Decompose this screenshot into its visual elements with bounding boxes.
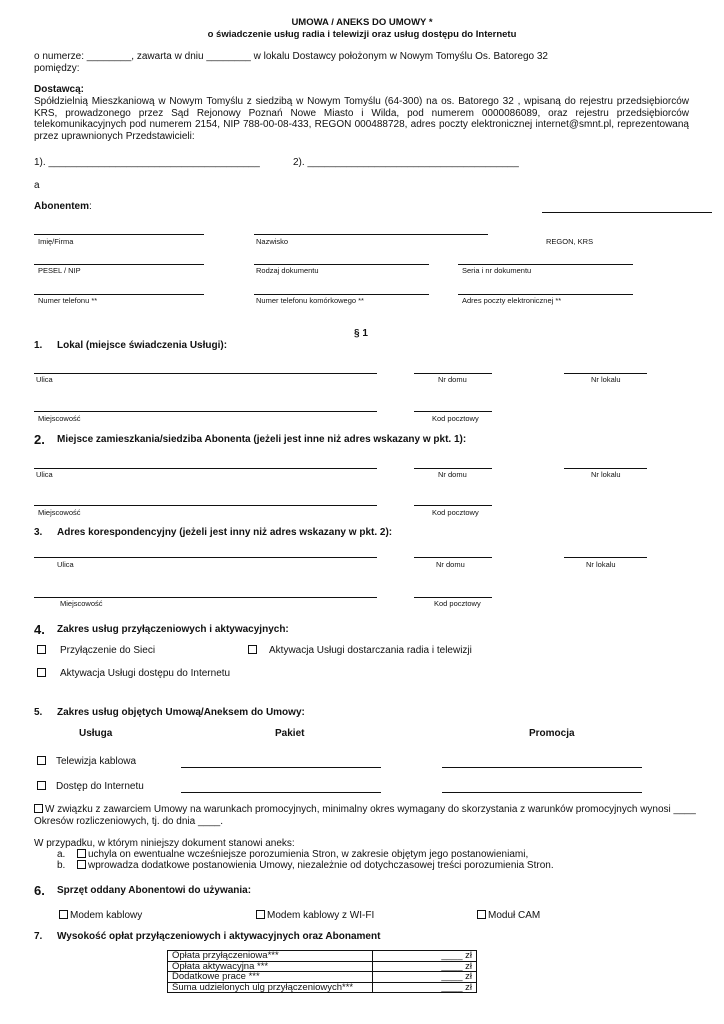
fee-amount[interactable]: ____ zł: [373, 961, 477, 972]
option-network-connection[interactable]: [37, 645, 155, 656]
address3-flat-line[interactable]: [564, 557, 647, 558]
address2-postal-label: Kod pocztowy: [432, 508, 479, 517]
address1-street-label: Ulica: [36, 375, 53, 384]
tv-promotion-line[interactable]: [442, 767, 642, 768]
item-2-number: 2.: [34, 432, 45, 447]
table-row: [168, 982, 477, 993]
supplier-heading: Dostawcą:: [34, 84, 85, 95]
checkbox-icon[interactable]: [34, 804, 43, 813]
pesel-field-line[interactable]: [34, 264, 204, 265]
item-5-number: 5.: [34, 707, 43, 718]
email-label: Adres poczty elektronicznej **: [462, 296, 562, 305]
checkbox-icon[interactable]: [77, 860, 86, 869]
promo-conditions-text: W związku z zawarciem Umowy na warunkach promocyjnych, minimalny okres wymagany do skorzystania z warunków promocyjnych wynosi ____: [45, 804, 696, 815]
subscriber-extra-line[interactable]: [542, 212, 712, 213]
item-4-number: 4.: [34, 622, 45, 637]
doc-type-label: Rodzaj dokumentu: [256, 266, 319, 275]
pesel-label: PESEL / NIP: [38, 266, 81, 275]
checkbox-icon[interactable]: [248, 645, 257, 654]
option-internet-activation[interactable]: [37, 668, 230, 679]
checkbox-icon[interactable]: [37, 756, 46, 765]
doc-number-field-line[interactable]: [458, 264, 633, 265]
item-6-number: 6.: [34, 883, 45, 898]
address3-house-line[interactable]: [414, 557, 492, 558]
equipment-cam-module-label: Moduł CAM: [488, 910, 541, 921]
service-internet-label: Dostęp do Internetu: [56, 781, 144, 792]
fee-amount[interactable]: ____ zł: [373, 951, 477, 962]
fee-label: Opłata aktywacyjna ***: [168, 961, 373, 972]
item-7-number: 7.: [34, 931, 43, 942]
doc-type-field-line[interactable]: [254, 264, 429, 265]
doc-number-label: Seria i nr dokumentu: [462, 266, 532, 275]
between-label: pomiędzy:: [34, 63, 80, 74]
item-2-title: Miejsce zamieszkania/siedziba Abonenta (jeżeli jest inne niż adres wskazany w pkt. 1):: [57, 434, 467, 445]
annex-b-text: wprowadza dodatkowe postanowienia Umowy, niezależnie od dotychczasowej treści porozumienia Stron.: [88, 860, 554, 871]
fee-label: Dodatkowe prace ***: [168, 972, 373, 983]
phone-field-line[interactable]: [34, 294, 204, 295]
address1-city-label: Miejscowość: [38, 414, 81, 423]
address2-flat-line[interactable]: [564, 468, 647, 469]
subscriber-heading: [34, 201, 92, 212]
item-6-title: Sprzęt oddany Abonentowi do używania:: [57, 885, 252, 896]
address3-street-line[interactable]: [34, 557, 377, 558]
document-title: UMOWA / ANEKS DO UMOWY *: [291, 17, 433, 28]
address1-house-line[interactable]: [414, 373, 492, 374]
equipment-cam-module[interactable]: [477, 910, 540, 921]
address3-house-label: Nr domu: [436, 560, 465, 569]
column-package: Pakiet: [275, 728, 305, 739]
internet-promotion-line[interactable]: [442, 792, 642, 793]
annex-b-mark: b.: [57, 860, 66, 871]
address3-postal-line[interactable]: [414, 597, 492, 598]
service-tv-label: Telewizja kablowa: [56, 756, 137, 767]
phone-label: Numer telefonu **: [38, 296, 98, 305]
tv-package-line[interactable]: [181, 767, 381, 768]
paragraph-mark: § 1: [354, 328, 368, 339]
equipment-wifi-modem[interactable]: [256, 910, 374, 921]
item-4-title: Zakres usług przyłączeniowych i aktywacyjnych:: [57, 624, 289, 635]
column-service: Usługa: [79, 728, 113, 739]
table-row: [168, 961, 477, 972]
option-internet-activation-label: Aktywacja Usługi dostępu do Internetu: [60, 668, 231, 679]
annex-a[interactable]: [77, 849, 528, 860]
checkbox-icon[interactable]: [256, 910, 265, 919]
address2-street-label: Ulica: [36, 470, 53, 479]
annex-a-mark: a.: [57, 849, 66, 860]
annex-intro: W przypadku, w którym niniejszy dokument stanowi aneks:: [34, 838, 295, 849]
column-promotion: Promocja: [529, 728, 575, 739]
surname-field-line[interactable]: [254, 234, 488, 235]
item-3-number: 3.: [34, 527, 43, 538]
address3-city-line[interactable]: [34, 597, 377, 598]
surname-label: Nazwisko: [256, 237, 289, 246]
address2-flat-label: Nr lokalu: [591, 470, 621, 479]
contract-number-line: o numerze: ________, zawarta w dniu ________ w lokalu Dostawcy położonym w Nowym Tomyślu Os. Batorego 32: [34, 51, 548, 62]
service-internet[interactable]: [37, 781, 144, 792]
item-1-number: 1.: [34, 340, 43, 351]
address3-postal-label: Kod pocztowy: [434, 599, 481, 608]
representative-1-line[interactable]: 1). ______________________________________: [34, 157, 260, 168]
address1-house-label: Nr domu: [438, 375, 467, 384]
checkbox-icon[interactable]: [477, 910, 486, 919]
fee-amount[interactable]: ____ zł: [373, 972, 477, 983]
table-row: [168, 972, 477, 983]
address3-street-label: Ulica: [57, 560, 74, 569]
fee-amount[interactable]: ____ zł: [373, 982, 477, 993]
address1-street-line[interactable]: [34, 373, 377, 374]
and-label: a: [34, 180, 40, 191]
fee-label: Opłata przyłączeniowa***: [168, 951, 373, 962]
document-subtitle: o świadczenie usług radia i telewizji oraz usług dostępu do Internetu: [207, 29, 517, 40]
promo-conditions[interactable]: [34, 804, 696, 815]
equipment-cable-modem[interactable]: [59, 910, 142, 921]
address3-city-label: Miejscowość: [60, 599, 103, 608]
address1-flat-label: Nr lokalu: [591, 375, 621, 384]
address2-house-label: Nr domu: [438, 470, 467, 479]
address2-postal-line[interactable]: [414, 505, 492, 506]
address2-house-line[interactable]: [414, 468, 492, 469]
checkbox-icon[interactable]: [37, 645, 46, 654]
address3-flat-label: Nr lokalu: [586, 560, 616, 569]
address1-flat-line[interactable]: [564, 373, 647, 374]
subscriber-heading-colon: :: [89, 201, 92, 212]
item-3-title: Adres korespondencyjny (jeżeli jest inny niż adres wskazany w pkt. 2):: [57, 527, 393, 538]
name-label: Imię/Firma: [38, 237, 74, 246]
fee-label: Suma udzielonych ulg przyłączeniowych***: [168, 982, 373, 993]
equipment-cable-modem-label: Modem kablowy: [70, 910, 143, 921]
address1-postal-label: Kod pocztowy: [432, 414, 479, 423]
checkbox-icon[interactable]: [37, 668, 46, 677]
promo-conditions-continued: Okresów rozliczeniowych, tj. do dnia ____.: [34, 816, 223, 827]
table-row: [168, 951, 477, 962]
name-field-line[interactable]: [34, 234, 204, 235]
checkbox-icon[interactable]: [37, 781, 46, 790]
checkbox-icon[interactable]: [77, 849, 86, 858]
supplier-description: Spółdzielnią Mieszkaniową w Nowym Tomyślu z siedzibą w Nowym Tomyślu (64-300) na os. Batorego 32 , wpisaną do rejestru przedsiębiorców KRS, prowadzonego przez Sąd Rejonowy Poznań Nowe Miasto i Wilda, pod numerem 0000086089, oraz rejestru przedsiębiorców telekomunikacyjnych pod numerem 2154, NIP 788-00-08-433, REGON 000488728, adres poczty elektronicznej internet@smnt.pl, reprezentowaną przez uprawnionych Przedstawicieli:: [34, 96, 689, 142]
annex-b[interactable]: [77, 860, 554, 871]
address2-city-line[interactable]: [34, 505, 377, 506]
representative-2-line[interactable]: 2). ______________________________________: [293, 157, 519, 168]
address2-street-line[interactable]: [34, 468, 377, 469]
mobile-field-line[interactable]: [254, 294, 429, 295]
address2-city-label: Miejscowość: [38, 508, 81, 517]
item-5-title: Zakres usług objętych Umową/Aneksem do Umowy:: [57, 707, 305, 718]
address1-city-line[interactable]: [34, 411, 377, 412]
subscriber-heading-text: Abonentem: [34, 201, 89, 212]
service-tv[interactable]: [37, 756, 136, 767]
fees-table: [167, 950, 477, 993]
regon-label: REGON, KRS: [546, 237, 594, 246]
internet-package-line[interactable]: [181, 792, 381, 793]
item-1-title: Lokal (miejsce świadczenia Usługi):: [57, 340, 228, 351]
equipment-wifi-modem-label: Modem kablowy z WI-FI: [267, 910, 375, 921]
checkbox-icon[interactable]: [59, 910, 68, 919]
item-7-title: Wysokość opłat przyłączeniowych i aktywacyjnych oraz Abonament: [57, 931, 381, 942]
option-tv-activation[interactable]: [248, 645, 472, 656]
email-field-line[interactable]: [458, 294, 633, 295]
option-network-connection-label: Przyłączenie do Sieci: [60, 645, 156, 656]
annex-a-text: uchyla on ewentualne wcześniejsze porozumienia Stron, w zakresie objętym jego postanowieniami,: [88, 849, 529, 860]
mobile-label: Numer telefonu komórkowego **: [256, 296, 364, 305]
option-tv-activation-label: Aktywacja Usługi dostarczania radia i telewizji: [269, 645, 472, 656]
address1-postal-line[interactable]: [414, 411, 492, 412]
